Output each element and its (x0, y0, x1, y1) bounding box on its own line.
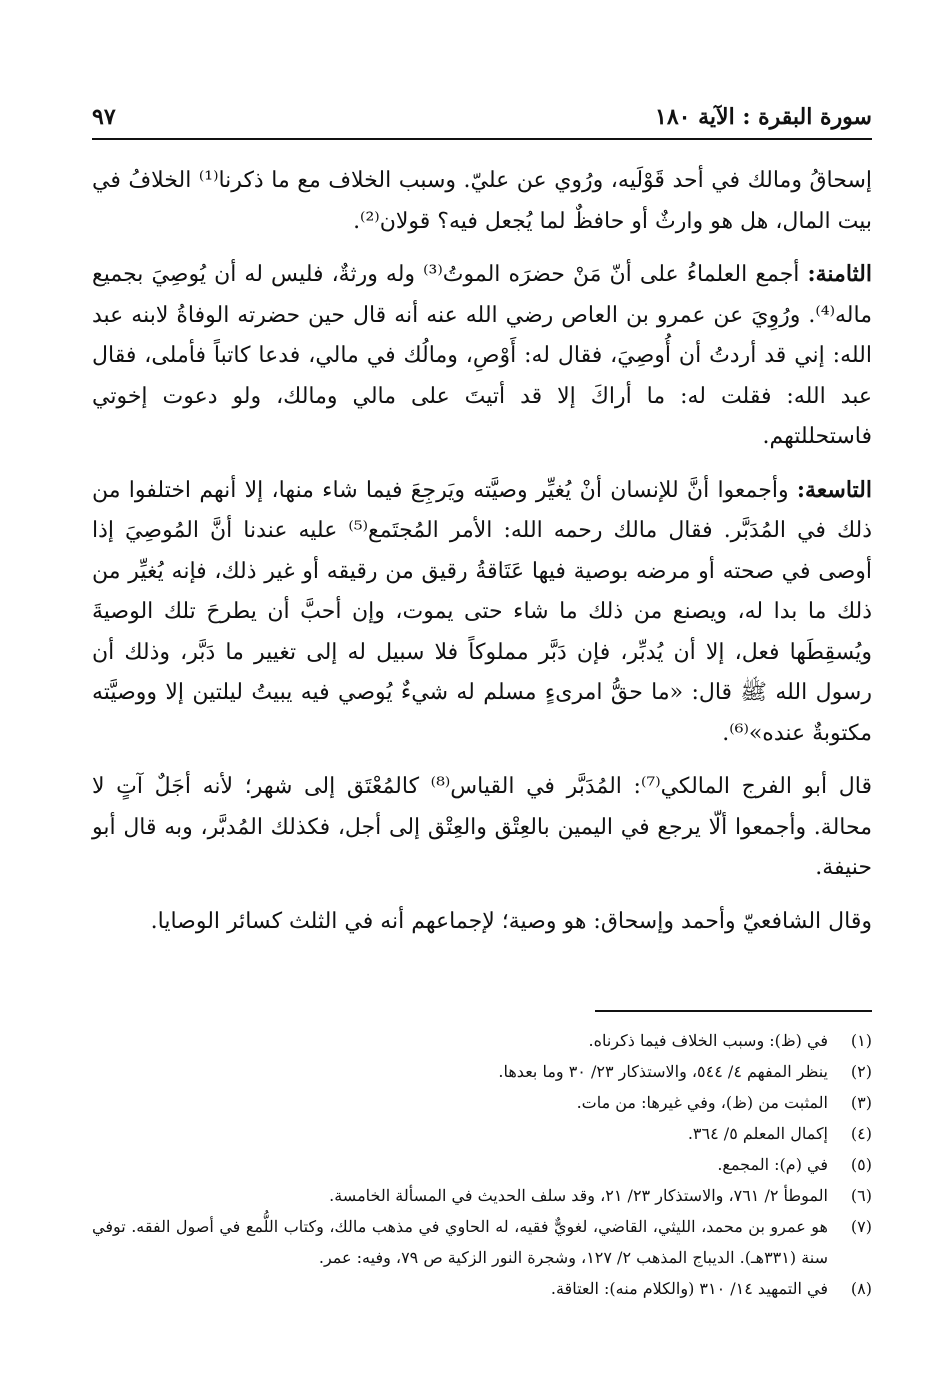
paragraph-1 (92, 160, 872, 242)
footnote-text: في (م): المجمع. (717, 1155, 828, 1174)
paragraph-text: إسحاقُ ومالك في أحد قَوْلَيه، ورُوي عن عليّ. وسبب الخلاف مع ما ذكرنا⁽¹⁾ الخلافُ في بيت المال، هل هو وارثٌ أو حافظٌ لما يُجعل فيه؟ قولان⁽²⁾. (92, 168, 872, 234)
footnote-separator (595, 1010, 872, 1012)
paragraph-9th-issue (92, 470, 872, 755)
footnote (92, 1056, 872, 1087)
paragraph-lead: التاسعة: (796, 476, 872, 503)
footnotes (92, 1025, 872, 1304)
main-text (92, 160, 872, 942)
paragraph-lead: الثامنة: (807, 261, 872, 287)
paragraph-text: وقال الشافعيّ وأحمد وإسحاق: هو وصية؛ لإجماعهم أنه في الثلث كسائر الوصايا. (150, 908, 872, 934)
paragraph-abu-al-faraj (92, 766, 872, 889)
footnote-text: إكمال المعلم ٥/ ٣٦٤. (687, 1124, 828, 1143)
footnote-text: ينظر المفهم ٤/ ٥٤٤، والاستذكار ٢٣/ ٣٠ وما بعدها. (498, 1062, 828, 1081)
footnote-number: (١) (850, 1031, 872, 1050)
footnote-text: في التمهيد ١٤/ ٣١٠ (والكلام منه): العتاقة. (550, 1279, 828, 1298)
footnote-number: (٦) (850, 1186, 872, 1205)
footnote-number: (٥) (850, 1155, 872, 1174)
footnote (92, 1180, 872, 1211)
paragraph-text: قال أبو الفرج المالكي⁽⁷⁾: المُدَبَّر في القياس⁽⁸⁾ كالمُعْتَق إلى شهر؛ لأنه أجَلٌ آتٍ لا محالة. وأجمعوا ألّا يرجع في اليمين بالعِتْق والعِتْق إلى أجل، فكذلك المُدبَّر، وبه قال أبو حنيفة. (92, 774, 872, 880)
page-header (92, 86, 872, 130)
footnote (92, 1211, 872, 1273)
footnote-number: (٢) (850, 1062, 872, 1081)
footnote (92, 1149, 872, 1180)
footnote-number: (٣) (850, 1093, 872, 1112)
paragraph-text: أجمع العلماءُ على أنّ مَنْ حضرَه الموتُ⁽³⁾ وله ورثةٌ، فليس له أن يُوصِيَ بجميع ماله⁽⁴⁾. ورُوِيَ عن عمرو بن العاص رضي الله عنه أنه قال حين حضرته الوفاةُ لابنه عبد الله: إني قد أردتُ أن أُوصِيَ، فقال له: أَوْصِ، ومالُك في مالي، فدعا كاتباً فأملى، فقال عبد الله: فقلت له: ما أراكَ إلا قد أتيتَ على مالي ومالك، ولو دعوت إخوتي فاستحللتهم. (92, 262, 872, 449)
footnote-number: (٤) (850, 1124, 872, 1143)
footnote-text: في (ظ): وسبب الخلاف فيما ذكرناه. (588, 1031, 828, 1050)
paragraph-text: وأجمعوا أنَّ للإنسان أنْ يُغيِّر وصيَّته ويَرجِعَ فيما شاء منها، إلا أنهم اختلفوا من ذلك في المُدَبَّر. فقال مالك رحمه الله: الأمر المُجتَمع⁽⁵⁾ عليه عندنا أنَّ المُوصِيَ إذا أوصى في صحته أو مرضه بوصية فيها عَتَاقةُ رقيق من رقيقه أو غير ذلك، فإنه يُغيِّر من ذلك ما بدا له، ويصنع من ذلك ما شاء حتى يموت، وإن أحبَّ أن يطرحَ تلك الوصيةَ ويُسقِطَها فعل، إلا أن يُدبِّر، فإن دَبَّر مملوكاً فلا سبيل له إلى تغيير ما دَبَّر، وذلك أن رسول الله ﷺ قال: «ما حقُّ امرىءٍ مسلم له شيءٌ يُوصي فيه يبيتُ ليلتين إلا ووصيَّته مكتوبةٌ عنده»⁽⁶⁾. (92, 477, 872, 746)
footnote (92, 1087, 872, 1118)
footnote-number: (٧) (850, 1217, 872, 1236)
running-title: سورة البقرة : الآية ١٨٠ (655, 104, 872, 130)
footnote-text: الموطأ ٢/ ٧٦١، والاستذكار ٢٣/ ٢١، وقد سلف الحديث في المسألة الخامسة. (329, 1186, 828, 1205)
footnote (92, 1025, 872, 1056)
footnote (92, 1273, 872, 1304)
footnote (92, 1118, 872, 1149)
footnote-text: هو عمرو بن محمد، الليثي، القاضي، لغويٌّ فقيه، له الحاوي في مذهب مالك، وكتاب اللُّمع في أصول الفقه. توفي سنة (٣٣١هـ). الديباج المذهب ٢/ ١٢٧، وشجرة النور الزكية ص ٧٩، وفيه: عمر. (92, 1217, 828, 1267)
header-rule (92, 138, 872, 140)
footnote-number: (٨) (850, 1279, 872, 1298)
page-number: ٩٧ (92, 104, 116, 130)
footnote-text: المثبت من (ظ)، وفي غيرها: من مات. (576, 1093, 828, 1112)
paragraph-8th-issue (92, 254, 872, 458)
paragraph-shafii (92, 901, 872, 943)
